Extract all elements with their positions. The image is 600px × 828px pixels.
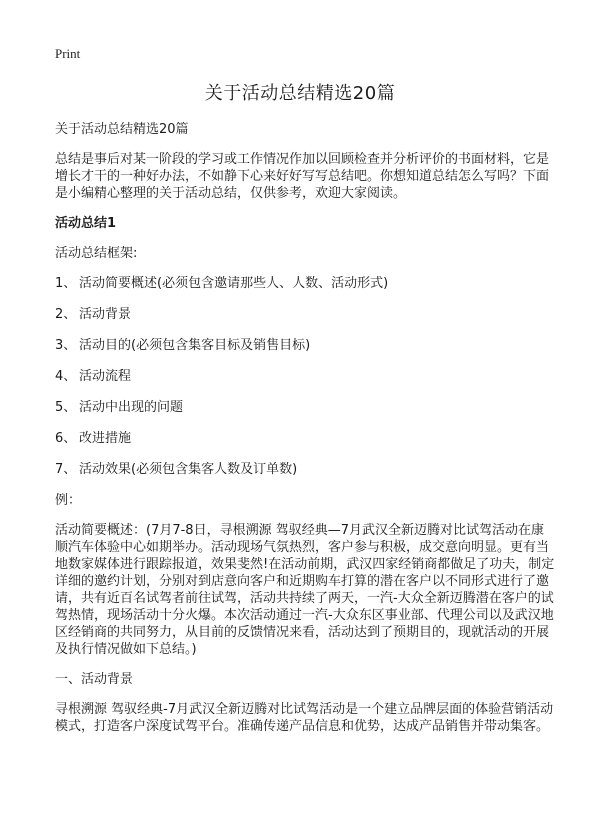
list-item-text: 改进措施 xyxy=(79,431,132,446)
list-item-number: 5、 xyxy=(55,400,77,415)
background-heading: 一、活动背景 xyxy=(55,672,134,687)
list-item xyxy=(55,306,555,323)
background-paragraph: 寻根溯源 驾驭经典-7月武汉全新迈腾对比试驾活动是一个建立品牌层面的体验营销活动模式，打造客户深度试驾平台。准确传递产品信息和优势，达成产品销售并带动集客。 xyxy=(55,702,554,734)
page-title: 关于活动总结精选20篇 xyxy=(204,83,396,104)
list-item-number: 3、 xyxy=(55,338,77,353)
document-body xyxy=(55,121,555,735)
list-item xyxy=(55,461,555,478)
list-item-text: 活动简要概述(必须包含邀请那些人、人数、活动形式) xyxy=(79,276,389,291)
list-item-text: 活动流程 xyxy=(79,369,132,384)
list-item-number: 1、 xyxy=(55,276,77,291)
list-item-number: 4、 xyxy=(55,369,77,384)
print-link[interactable]: Print xyxy=(55,46,81,61)
list-item-number: 2、 xyxy=(55,307,77,322)
list-item-number: 7、 xyxy=(55,462,77,477)
framework-label: 活动总结框架: xyxy=(55,246,138,261)
example-label: 例： xyxy=(55,493,82,508)
summary-paragraph: 活动简要概述：(7月7-8日，寻根溯源 驾驭经典—7月武汉全新迈腾对比试驾活动在康顺汽车体验中心如期举办。活动现场气氛热烈，客户参与积极，成交意向明显。更有当地数家媒体进行跟踪报道，效果斐然!在活动前期，武汉四家经销商都做足了功夫，制定详细的邀约计划，分别对到店意向客户和近期购车打算的潜在客户以不同形式进行了邀请，共有近百名试驾者前往试驾，活动共持续了两天，一汽-大众全新迈腾潜在客户的试驾热情，现场活动十分火爆。本次活动通过一汽-大众东区事业部、代理公司以及武汉地区经销商的共同努力，从目前的反馈情况来看，活动达到了预期目的，现就活动的开展及执行情况做如下总结。) xyxy=(55,523,555,657)
list-item-text: 活动效果(必须包含集客人数及订单数) xyxy=(79,462,298,477)
list-item xyxy=(55,368,555,385)
framework-list xyxy=(55,275,555,478)
list-item xyxy=(55,430,555,447)
list-item-text: 活动背景 xyxy=(79,307,132,322)
list-item xyxy=(55,399,555,416)
list-item-text: 活动中出现的问题 xyxy=(79,400,184,415)
section-heading: 活动总结1 xyxy=(55,216,117,231)
intro-paragraph: 总结是事后对某一阶段的学习或工作情况作加以回顾检查并分析评价的书面材料，它是增长才干的一种好办法，不如静下心来好好写写总结吧。你想知道总结怎么写吗？下面是小编精心整理的关于活动总结，仅供参考，欢迎大家阅读。 xyxy=(55,152,550,201)
list-item xyxy=(55,275,555,292)
list-item-text: 活动目的(必须包含集客目标及销售目标) xyxy=(79,338,311,353)
list-item xyxy=(55,337,555,354)
document-subtitle: 关于活动总结精选20篇 xyxy=(55,122,189,137)
list-item-number: 6、 xyxy=(55,431,77,446)
